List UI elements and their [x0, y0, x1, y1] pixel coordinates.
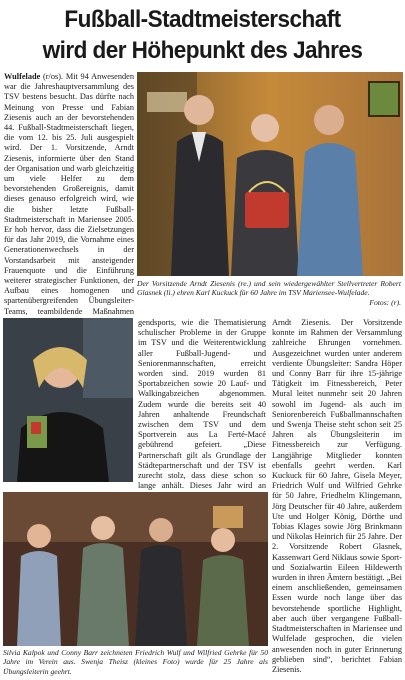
bottom-photo-caption	[3, 648, 268, 680]
article-column-2	[138, 318, 266, 490]
headline-line-2: wird der Höhepunkt des Jahres	[42, 37, 363, 64]
small-photo	[3, 318, 133, 482]
dateline: Wulfelade	[4, 72, 41, 81]
main-photo	[137, 72, 403, 276]
agency: (r/os).	[43, 72, 64, 81]
main-caption-text: Der Vorsitzende Arndt Ziesenis (re.) und sein wiedergewählter Stellvertreter Robert Glasnek (li.) ehren Karl Kuckuck für 60 Jahre im TSV Mariensee-Wulfelade.	[137, 279, 401, 298]
article-column-3	[272, 318, 402, 680]
article-text-3: Arndt Ziesenis. Der Vorsitzende konnte im Rahmen der Versammlung zahlreiche Ehrungen vornehmen. Ausgezeichnet wurden unter anderem verdiente Übungsleiter: Sandra Höper und Conny Barr für ihre 15-jährige Tätigkeit im Fitnessbereich, Peter Mural leitet nunmehr seit 20 Jahren sowohl im Jugend- als auch im Seniorenbereich Fußballmannschaften und Swenja Theise steht schon seit 25 Jahren als Übungsleiterin im Fitnessbereich zur Verfügung. Langjährige Mitglieder konnten ebenfalls geehrt werden. Karl Kuckuck für 60 Jahre, Gisela Meyer, Friedrich Wulf und Wilfried Gehrke für 50 Jahre, Friedhelm Klingemann, Jörg Deutscher für 40 Jahre, außerdem Ute und Holger König, Dörthe und Tobias Klages sowie Jörg Brinkmann und Nikolas Heinrich für 25 Jahre. Der 2. Vorsitzende Robert Glasnek, Kassenwart Gerd Niklaus sowie Sport- und Sozialwartin Eileen Hildewerth wurden in ihren Ämtern bestätigt. „Bei einem anschließenden, gemeinsamen Essen wurde noch lange über das bevorstehende sportliche Highlight, aber auch über vergangene Fußball-Stadtmeisterschaften in Mariensee und Wulfelade gesprochen, die vielen anwesenden noch in guter Erinnerung geblieben sind“, berichtet Fabian Ziesenis.	[272, 318, 402, 674]
headline	[16, 4, 389, 66]
headline-line-1: Fußball-Stadtmeisterschaft	[64, 6, 341, 33]
main-photo-caption	[137, 279, 401, 315]
article-text-1: Mit 94 Anwesenden war die Jahreshauptversammlung des TSV bestens besucht. Das dürfte nach Meinung von Presse und Fabian Ziesenis auch an der bevorstehenden 44. Fußball-Stadtmeisterschaft liegen, die vom 12. bis 25. Juli ausgespielt wird. Der 1. Vorsitzende, Arndt Ziesenis, informierte über den Stand der Organisation und warb gleichzeitig um viele Helfer zu dem bevorstehenden Großereignis, damit dieses genauso erfolgreich wird, wie die bisher letzte Fußball-Stadtmeisterschaft in Mariensee 2005. Er hob hervor, dass die Zielsetzungen für das Jahr 2019, die Vornahme eines Generationenwechsels in der Vorstandsarbeit mit ansteigender Frauenquote und die Einführung weiterer strategischer Funktionen, der Aufbau eines homogenen und spartenübergreifenden Übungsleiter-Teams, teambildende Maßnahmen	[4, 72, 134, 316]
bottom-caption-text: Silvia Kalpok und Conny Barr zeichneten Friedrich Wulf und Wilfried Gehrke für 50 Jahre im Verein aus. Swenja Theisz (kleines Foto) wurde für 25 Jahre als Übungsleiterin geehrt.	[3, 648, 268, 676]
article-text-2: gendsports, wie die Thematisierung schulischer Probleme in der Gruppe im TSV und die Weiterentwicklung aller Fußball-Jugend- und Seniorenmannschaften, erreicht worden sind. 2019 wurden 81 Sportabzeichen sowie 20 Lauf- und Walkingabzeichen abgenommen. Zudem wurde die bereits seit 40 Jahren anhaltende Freundschaft zwischen dem TSV und dem Sportverein aus La Ferté-Macé gebührend gefeiert. „Diese Partnerschaft gilt als Grundlage der Städtepartnerschaft und der TSV ist zurecht stolz, dass diese schon so lange anhält. Dieses Jahr wird an	[138, 318, 266, 491]
article-column-1	[4, 72, 134, 316]
bottom-photo	[3, 492, 268, 646]
photo-credit: Fotos: (r).	[369, 297, 401, 307]
